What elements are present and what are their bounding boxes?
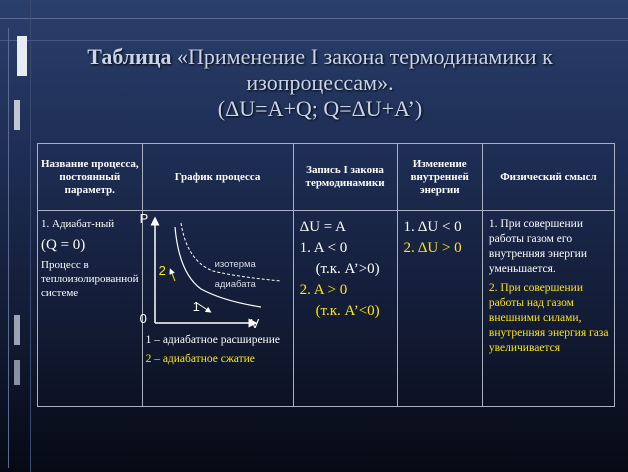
energy-line-2: 2. ΔU > 0 bbox=[403, 240, 462, 256]
table-row bbox=[38, 211, 615, 407]
header-row bbox=[38, 144, 615, 211]
law-cell bbox=[293, 211, 397, 407]
title-bold: Таблица bbox=[87, 44, 172, 69]
arrow-2 bbox=[171, 271, 175, 281]
isotherm-label: изотерма bbox=[214, 259, 256, 270]
meaning-2: 2. При совершении работы над газом внешними силами, внутренняя энергия газа увеличивается bbox=[488, 282, 609, 354]
graph-cell bbox=[139, 211, 293, 407]
energy-cell bbox=[397, 211, 482, 407]
pv-graph bbox=[139, 211, 293, 331]
meaning-cell bbox=[482, 211, 614, 407]
process-desc: Процесс в теплоизолированной системе bbox=[41, 259, 139, 299]
process-param: (Q = 0) bbox=[41, 237, 86, 253]
process-cell bbox=[38, 211, 143, 407]
title-main: «Применение I закона термодинамики к изопроцессам». bbox=[177, 44, 553, 95]
mark-1: 1 bbox=[192, 299, 200, 314]
header-energy: Изменение внутренней энергии bbox=[397, 144, 482, 211]
decor-stripe bbox=[8, 28, 9, 468]
legend-2: 2 – адиабатное сжатие bbox=[145, 353, 255, 365]
legend-1: 1 – адиабатное расширение bbox=[145, 334, 280, 346]
decor-stripe bbox=[0, 40, 628, 41]
axis-p-label: P bbox=[139, 211, 149, 226]
decor-block bbox=[17, 36, 27, 76]
law-line-2: 1. A < 0 bbox=[299, 240, 348, 256]
origin-label: 0 bbox=[139, 311, 147, 326]
processes-table bbox=[37, 143, 615, 407]
axis-v-label: V bbox=[250, 316, 260, 331]
header-meaning: Физический смысл bbox=[482, 144, 614, 211]
adiabat-label: адиабата bbox=[214, 279, 256, 290]
decor-stripe bbox=[0, 18, 628, 19]
law-line-5: (т.к. A’<0) bbox=[315, 303, 380, 319]
decor-block bbox=[14, 315, 20, 345]
page-title bbox=[40, 44, 600, 122]
decor-block bbox=[14, 360, 20, 385]
decor-block bbox=[14, 100, 20, 130]
energy-line-1: 1. ΔU < 0 bbox=[403, 219, 462, 235]
header-graph: График процесса bbox=[142, 144, 293, 211]
isotherm-curve bbox=[181, 223, 281, 281]
header-process: Название процесса, постоянный параметр. bbox=[38, 144, 143, 211]
header-law: Запись I закона термодинамики bbox=[293, 144, 397, 211]
decor-stripe bbox=[30, 0, 31, 472]
law-line-4: 2. A > 0 bbox=[299, 282, 348, 298]
law-line-3: (т.к. A’>0) bbox=[315, 261, 380, 277]
process-name: 1. Адиабат-ный bbox=[41, 218, 115, 230]
mark-2: 2 bbox=[158, 263, 166, 278]
law-line-1: ΔU = A bbox=[299, 219, 347, 235]
meaning-1: 1. При совершении работы газом его внутренняя энергии уменьшается. bbox=[488, 218, 587, 275]
title-formula: (ΔU=A+Q; Q=ΔU+A’) bbox=[217, 96, 423, 121]
